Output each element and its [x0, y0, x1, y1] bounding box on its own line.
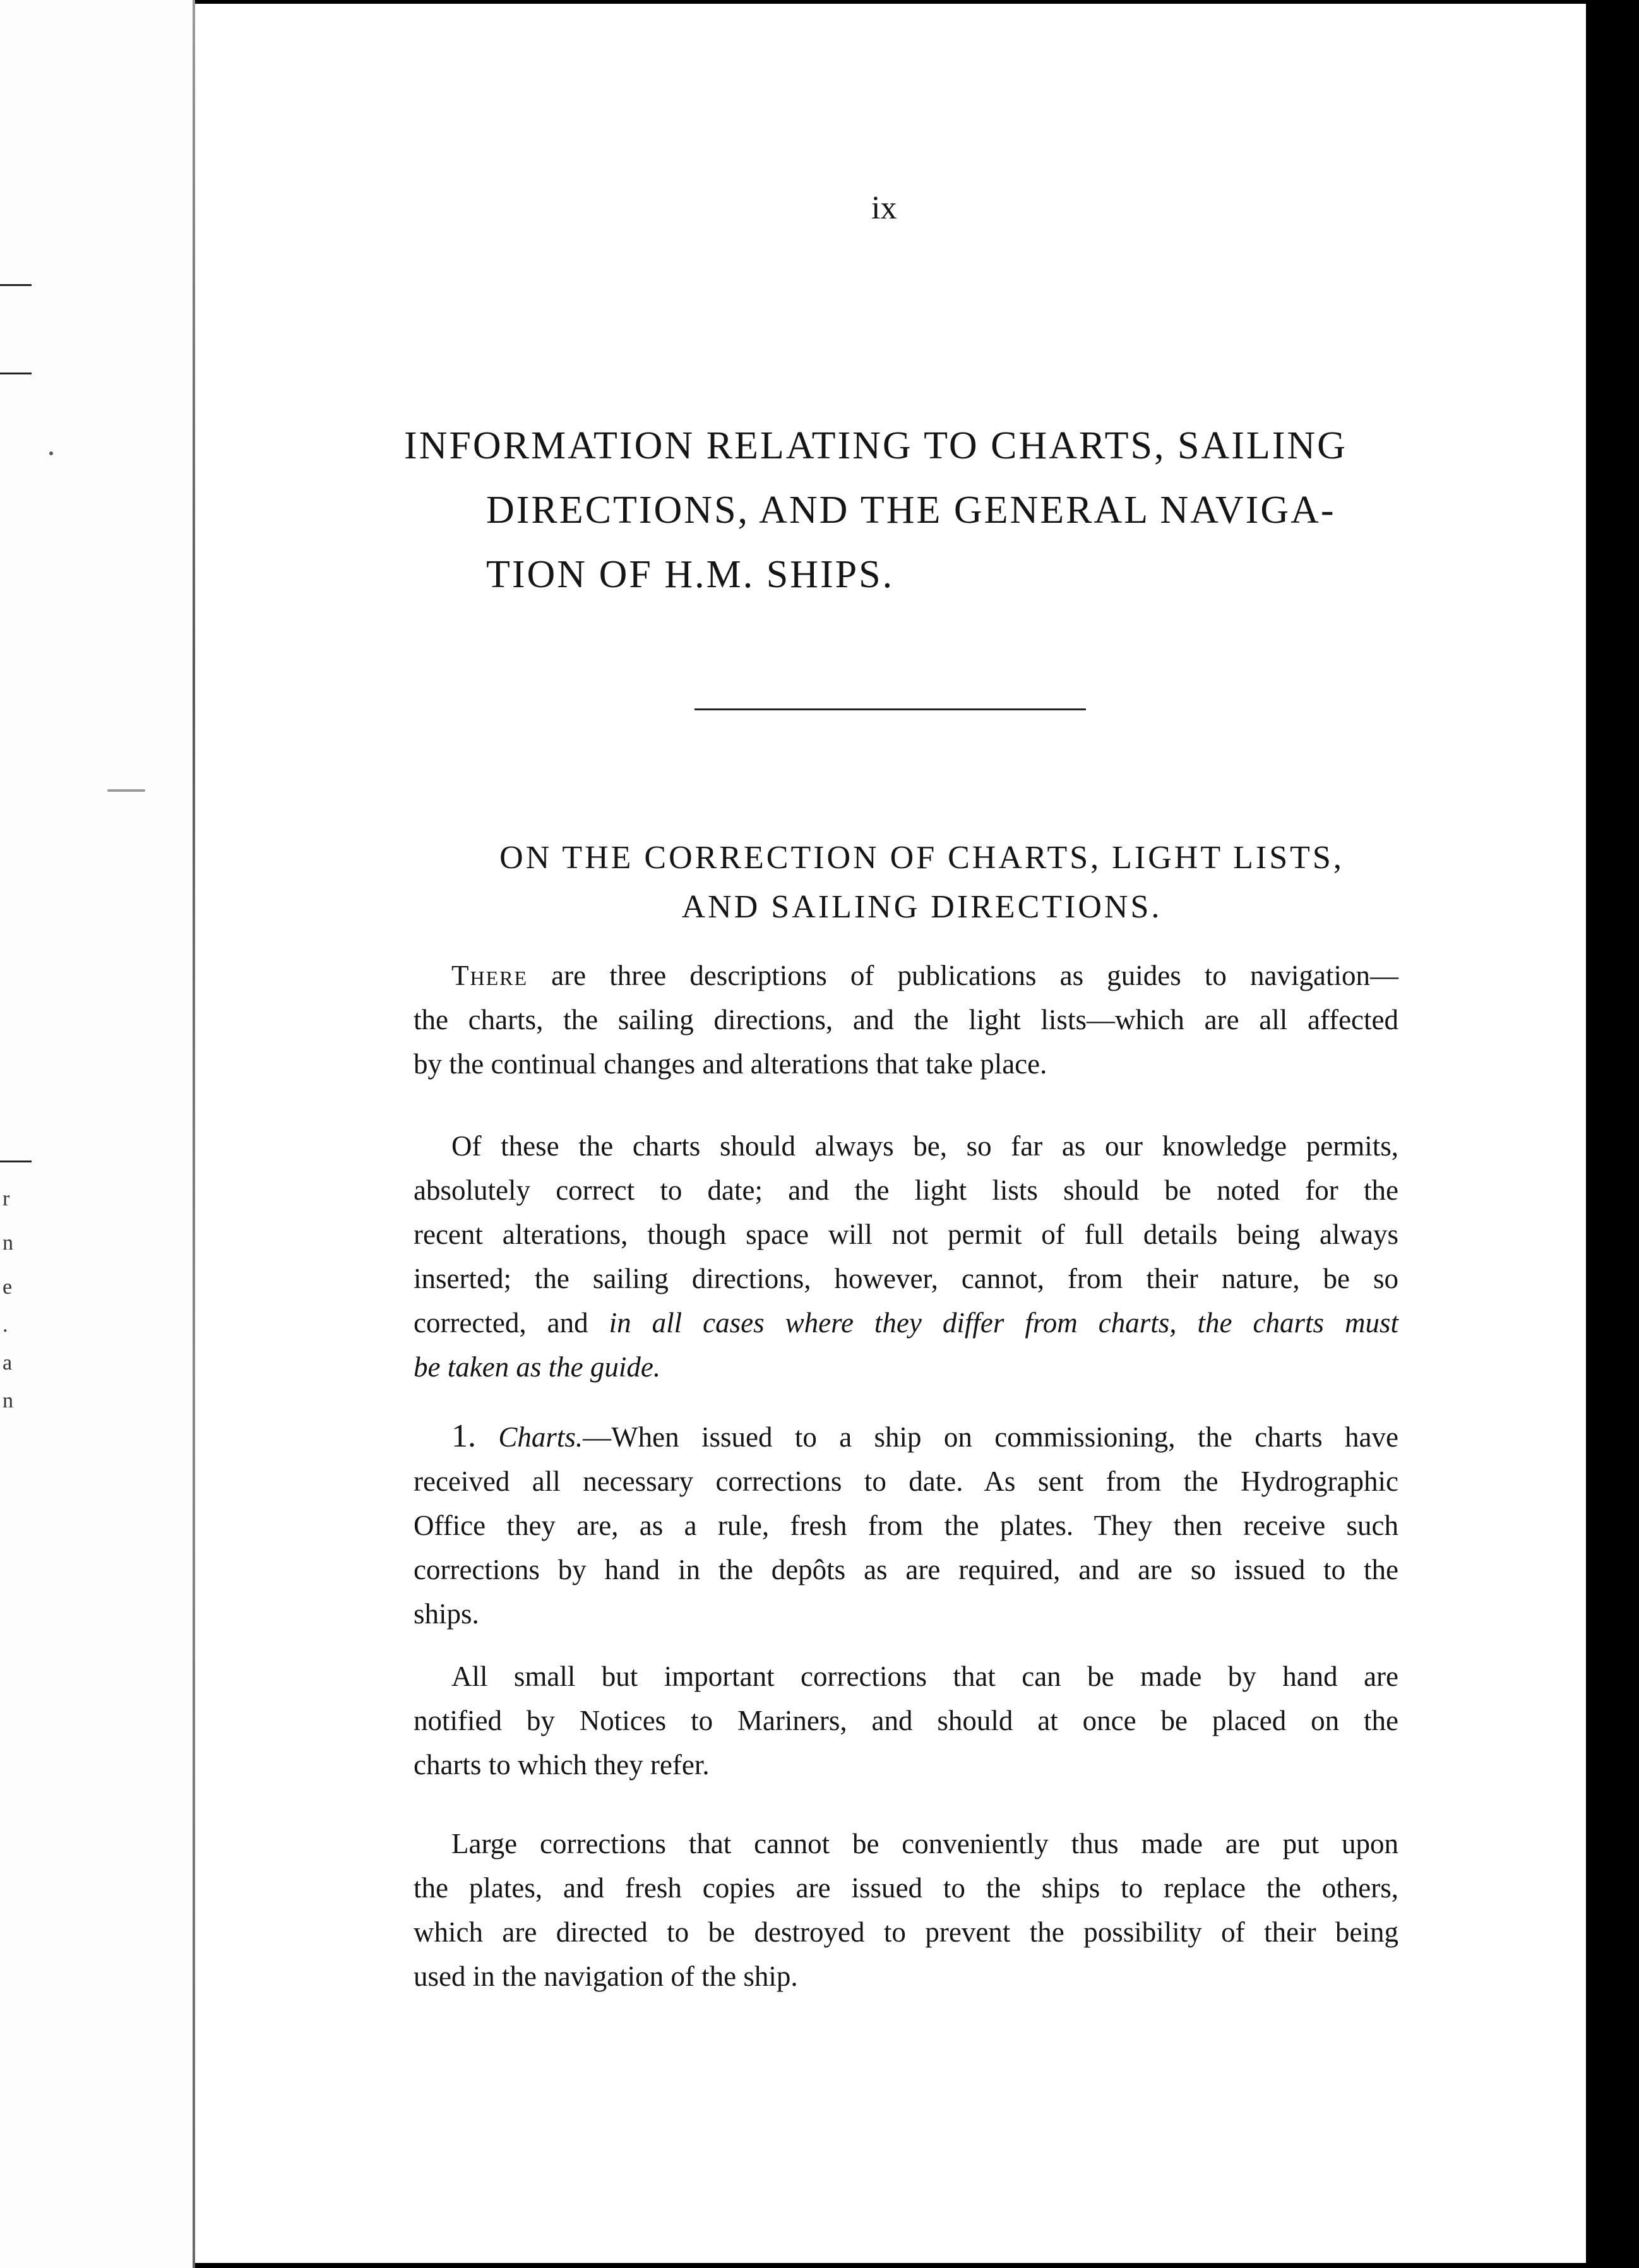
- line-text: corrected, and: [414, 1307, 609, 1339]
- paragraph-line: the charts, the sailing directions, and the light lists—which are all affected: [414, 1004, 1398, 1036]
- margin-glyph: a: [3, 1351, 13, 1375]
- scan-top-edge: [0, 0, 1639, 4]
- paragraph-line: absolutely correct to date; and the light lists should be noted for the: [414, 1174, 1398, 1206]
- margin-glyph: .: [3, 1313, 8, 1337]
- paragraph-line: used in the navigation of the ship.: [414, 1961, 798, 1992]
- paragraph-charts-correct: [414, 1124, 1398, 1389]
- paragraph-small-corrections: [414, 1654, 1398, 1787]
- margin-rule: [0, 373, 32, 374]
- line-text: —When issued to a ship on commissioning, the charts have: [583, 1421, 1398, 1453]
- section-heading-line: ON THE CORRECTION OF CHARTS, LIGHT LISTS,: [499, 840, 1344, 876]
- title-rule: [694, 708, 1086, 710]
- paragraph-line: which are directed to be destroyed to prevent the possibility of their being: [414, 1916, 1398, 1948]
- margin-glyph: e: [3, 1275, 13, 1299]
- main-title-line: INFORMATION RELATING TO CHARTS, SAILING: [404, 424, 1347, 467]
- paragraph-line: [414, 953, 1398, 998]
- paragraph-line: [414, 1414, 1398, 1459]
- paragraph-line: received all necessary corrections to date. As sent from the Hydrographic: [414, 1465, 1398, 1497]
- scan-right-edge: [1586, 0, 1639, 2268]
- paragraph-line: be taken as the guide.: [414, 1351, 661, 1383]
- main-title-line: DIRECTIONS, AND THE GENERAL NAVIGA-: [486, 489, 1336, 532]
- margin-rule: [0, 284, 32, 286]
- paragraph-line: corrections by hand in the depôts as are required, and are so issued to the: [414, 1554, 1398, 1585]
- page-gutter-line: [193, 0, 195, 2268]
- page-number-text: ix: [871, 190, 897, 226]
- speck: [49, 451, 53, 455]
- paragraph-line: ships.: [414, 1598, 479, 1630]
- main-title-line: TION OF H.M. SHIPS.: [486, 553, 895, 596]
- paragraph-charts-section: [414, 1414, 1398, 1636]
- paragraph-large-corrections: [414, 1822, 1398, 1998]
- section-number: 1.: [451, 1418, 476, 1454]
- paragraph-line: the plates, and fresh copies are issued to the ships to replace the others,: [414, 1872, 1398, 1904]
- facing-page-strip: [0, 0, 193, 2268]
- italic-text: in all cases where they differ from charts, the charts must: [609, 1307, 1398, 1339]
- paragraph-line: recent alterations, though space will not permit of full details being always: [414, 1219, 1398, 1250]
- section-subheading: Charts.: [498, 1421, 583, 1453]
- margin-rule: [0, 1161, 32, 1162]
- margin-glyph: n: [3, 1389, 13, 1412]
- main-title: [404, 414, 1402, 607]
- paragraph-line: [414, 1301, 1398, 1345]
- scan-bottom-edge: [0, 2263, 1639, 2268]
- paragraph-line: notified by Notices to Mariners, and should at once be placed on the: [414, 1705, 1398, 1736]
- speck: [107, 789, 145, 792]
- margin-glyph: r: [3, 1187, 10, 1210]
- lead-word: There: [451, 960, 528, 991]
- section-heading: [442, 833, 1402, 932]
- paragraph-line: charts to which they refer.: [414, 1749, 710, 1781]
- margin-glyph: n: [3, 1231, 13, 1255]
- paragraph-line: inserted; the sailing directions, however, cannot, from their nature, be so: [414, 1263, 1398, 1294]
- paragraph-intro: [414, 953, 1398, 1086]
- line-text: are three descriptions of publications as guides to navigation—: [528, 960, 1398, 991]
- paragraph-line: by the continual changes and alterations that take place.: [414, 1048, 1047, 1080]
- paragraph-line: Of these the charts should always be, so far as our knowledge permits,: [451, 1130, 1398, 1162]
- section-heading-line: AND SAILING DIRECTIONS.: [681, 889, 1162, 925]
- paragraph-line: Large corrections that cannot be conveniently thus made are put upon: [451, 1828, 1398, 1859]
- paragraph-line: All small but important corrections that can be made by hand are: [451, 1661, 1398, 1692]
- paragraph-line: Office they are, as a rule, fresh from the plates. They then receive such: [414, 1510, 1398, 1541]
